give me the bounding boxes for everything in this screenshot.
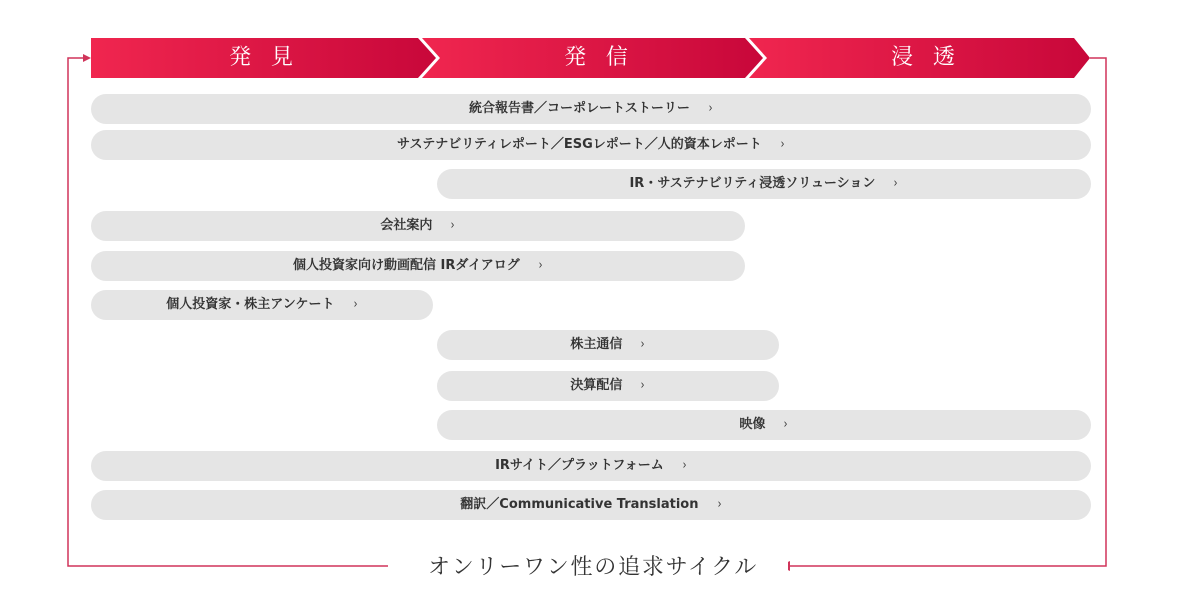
service-sustainability-report[interactable] (91, 130, 1091, 160)
service-translation[interactable] (91, 490, 1091, 520)
phase-label-penetration: 浸透 (891, 45, 975, 70)
service-company-profile[interactable] (91, 211, 745, 241)
chevron-right-icon: › (641, 378, 645, 393)
service-label: 映像 (739, 417, 766, 432)
service-label: 翻訳／Communicative Translation (460, 497, 699, 512)
service-label: 個人投資家・株主アンケート (166, 297, 335, 312)
service-label: IRサイト／プラットフォーム (495, 458, 664, 473)
cycle-arrow-right-icon (83, 54, 91, 62)
chevron-right-icon: › (784, 417, 788, 432)
cycle-caption-text: オンリーワン性の追求サイクル (398, 555, 788, 580)
chevron-right-icon: › (538, 258, 543, 273)
chevron-right-icon: › (641, 337, 645, 352)
chevron-right-icon: › (451, 218, 455, 233)
chevron-right-icon: › (353, 297, 358, 312)
service-label: 統合報告書／コーポレートストーリー (468, 101, 690, 116)
service-investor-survey[interactable] (91, 290, 433, 320)
service-earnings-distribution[interactable] (437, 371, 779, 401)
service-label: 株主通信 (570, 337, 623, 352)
service-label: 決算配信 (570, 378, 623, 393)
phase-label-delivery: 発信 (564, 45, 648, 70)
chevron-right-icon: › (708, 101, 713, 116)
service-ir-sustainability-solution[interactable] (437, 169, 1091, 199)
cycle-caption (0, 550, 1186, 581)
chevron-right-icon: › (717, 497, 722, 512)
service-shareholder-newsletter[interactable] (437, 330, 779, 360)
service-ir-dialog-video[interactable] (91, 251, 745, 281)
phase-label-discovery: 発見 (229, 45, 313, 70)
service-integrated-report[interactable] (91, 94, 1091, 124)
service-video[interactable] (437, 410, 1091, 440)
service-label: IR・サステナビリティ浸透ソリューション (629, 176, 876, 191)
chevron-right-icon: › (893, 176, 898, 191)
chevron-right-icon: › (682, 458, 687, 473)
service-ir-site-platform[interactable] (91, 451, 1091, 481)
chevron-right-icon: › (780, 137, 785, 152)
service-label: 個人投資家向け動画配信 IRダイアログ (293, 258, 520, 273)
service-label: 会社案内 (380, 218, 433, 233)
service-label: サステナビリティレポート／ESGレポート／人的資本レポート (396, 137, 762, 152)
